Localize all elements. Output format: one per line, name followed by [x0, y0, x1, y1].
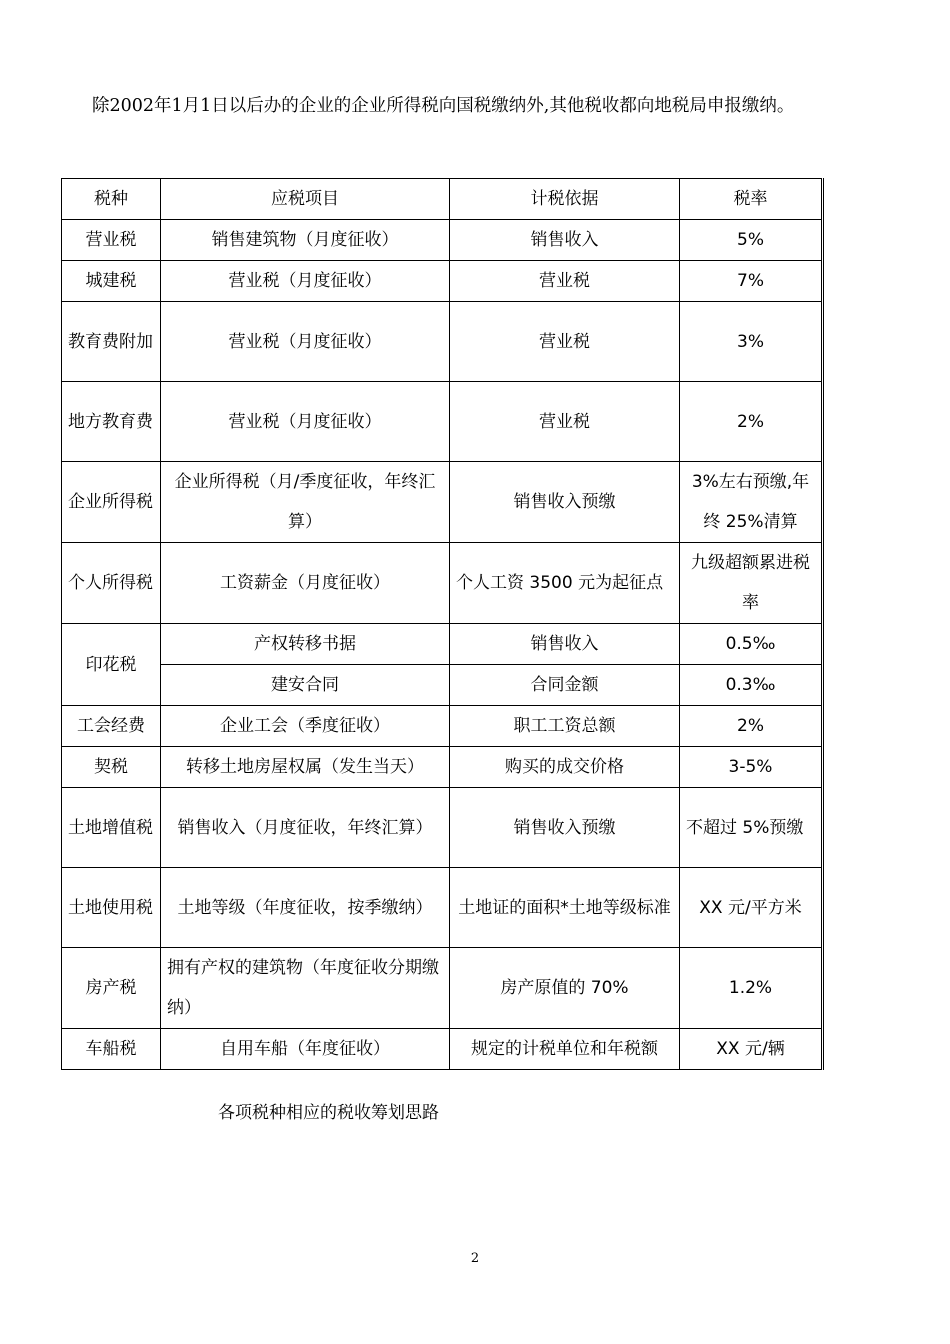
- tax-type-cell: 印花税: [62, 624, 161, 706]
- tax-type-cell: 契税: [62, 747, 161, 788]
- tax-type-cell: 企业所得税: [62, 462, 161, 543]
- tax-type-cell: 房产税: [62, 948, 161, 1029]
- tax-type-cell: 个人所得税: [62, 543, 161, 624]
- taxable-item-cell: 营业税（月度征收）: [161, 261, 450, 302]
- table-header-row: [62, 179, 823, 220]
- table-row: [62, 261, 823, 302]
- taxable-item-cell: 土地等级（年度征收，按季缴纳）: [161, 868, 450, 948]
- taxable-item-cell: 企业所得税（月/季度征收，年终汇算）: [161, 462, 450, 543]
- taxable-item-cell: 产权转移书据: [161, 624, 450, 665]
- tax-basis-cell: 销售收入: [450, 220, 680, 261]
- table-row: [62, 624, 823, 665]
- tax-type-cell: 地方教育费: [62, 382, 161, 462]
- tax-rate-cell: 2%: [680, 706, 823, 747]
- taxable-item-cell: 销售建筑物（月度征收）: [161, 220, 450, 261]
- tax-rate-cell: 九级超额累进税率: [680, 543, 823, 624]
- tax-rate-cell: 2%: [680, 382, 823, 462]
- tax-basis-cell: 销售收入预缴: [450, 462, 680, 543]
- tax-table: [61, 178, 824, 1070]
- table-row: [62, 382, 823, 462]
- taxable-item-cell: 销售收入（月度征收，年终汇算）: [161, 788, 450, 868]
- tax-rate-cell: 0.5‰: [680, 624, 823, 665]
- tax-basis-cell: 职工工资总额: [450, 706, 680, 747]
- table-row: [62, 462, 823, 543]
- tax-basis-cell: 购买的成交价格: [450, 747, 680, 788]
- tax-rate-cell: 7%: [680, 261, 823, 302]
- tax-basis-cell: 营业税: [450, 261, 680, 302]
- table-row: [62, 1029, 823, 1070]
- tax-rate-cell: 1.2%: [680, 948, 823, 1029]
- tax-rate-cell: XX 元/平方米: [680, 868, 823, 948]
- taxable-item-cell: 营业税（月度征收）: [161, 382, 450, 462]
- tax-basis-cell: 销售收入预缴: [450, 788, 680, 868]
- table-row: [62, 220, 823, 261]
- tax-basis-cell: 规定的计税单位和年税额: [450, 1029, 680, 1070]
- table-row: [62, 948, 823, 1029]
- tax-type-cell: 工会经费: [62, 706, 161, 747]
- taxable-item-cell: 建安合同: [161, 665, 450, 706]
- tax-type-cell: 教育费附加: [62, 302, 161, 382]
- tax-rate-cell: 0.3‰: [680, 665, 823, 706]
- taxable-item-cell: 自用车船（年度征收）: [161, 1029, 450, 1070]
- tax-rate-cell: 不超过 5%预缴: [680, 788, 823, 868]
- tax-basis-cell: 销售收入: [450, 624, 680, 665]
- tax-rate-cell: 5%: [680, 220, 823, 261]
- tax-type-cell: 营业税: [62, 220, 161, 261]
- table-row: [62, 706, 823, 747]
- section-title: 各项税种相应的税收筹划思路: [218, 1103, 439, 1123]
- table-row: [62, 868, 823, 948]
- tax-type-cell: 车船税: [62, 1029, 161, 1070]
- tax-type-cell: 土地增值税: [62, 788, 161, 868]
- tax-rate-cell: 3%: [680, 302, 823, 382]
- header-cell: 计税依据: [450, 179, 680, 220]
- tax-type-cell: 城建税: [62, 261, 161, 302]
- taxable-item-cell: 营业税（月度征收）: [161, 302, 450, 382]
- tax-basis-cell: 房产原值的 70%: [450, 948, 680, 1029]
- taxable-item-cell: 拥有产权的建筑物（年度征收分期缴纳）: [161, 948, 450, 1029]
- tax-basis-cell: 营业税: [450, 382, 680, 462]
- table-row: [62, 302, 823, 382]
- tax-rate-cell: 3%左右预缴,年终 25%清算: [680, 462, 823, 543]
- tax-basis-cell: 营业税: [450, 302, 680, 382]
- intro-paragraph: 除2002年1月1日以后办的企业的企业所得税向国税缴纳外,其他税收都向地税局申报缴纳。: [92, 96, 795, 116]
- tax-basis-cell: 合同金额: [450, 665, 680, 706]
- taxable-item-cell: 转移土地房屋权属（发生当天）: [161, 747, 450, 788]
- header-cell: 税种: [62, 179, 161, 220]
- table-row: [62, 788, 823, 868]
- tax-basis-cell: 土地证的面积*土地等级标准: [450, 868, 680, 948]
- taxable-item-cell: 企业工会（季度征收）: [161, 706, 450, 747]
- table-row: [62, 747, 823, 788]
- tax-type-cell: 土地使用税: [62, 868, 161, 948]
- page-number: 2: [470, 1251, 480, 1266]
- table-row: [62, 665, 823, 706]
- header-cell: 应税项目: [161, 179, 450, 220]
- header-cell: 税率: [680, 179, 823, 220]
- tax-rate-cell: 3-5%: [680, 747, 823, 788]
- taxable-item-cell: 工资薪金（月度征收）: [161, 543, 450, 624]
- tax-basis-cell: 个人工资 3500 元为起征点: [450, 543, 680, 624]
- tax-rate-cell: XX 元/辆: [680, 1029, 823, 1070]
- table-row: [62, 543, 823, 624]
